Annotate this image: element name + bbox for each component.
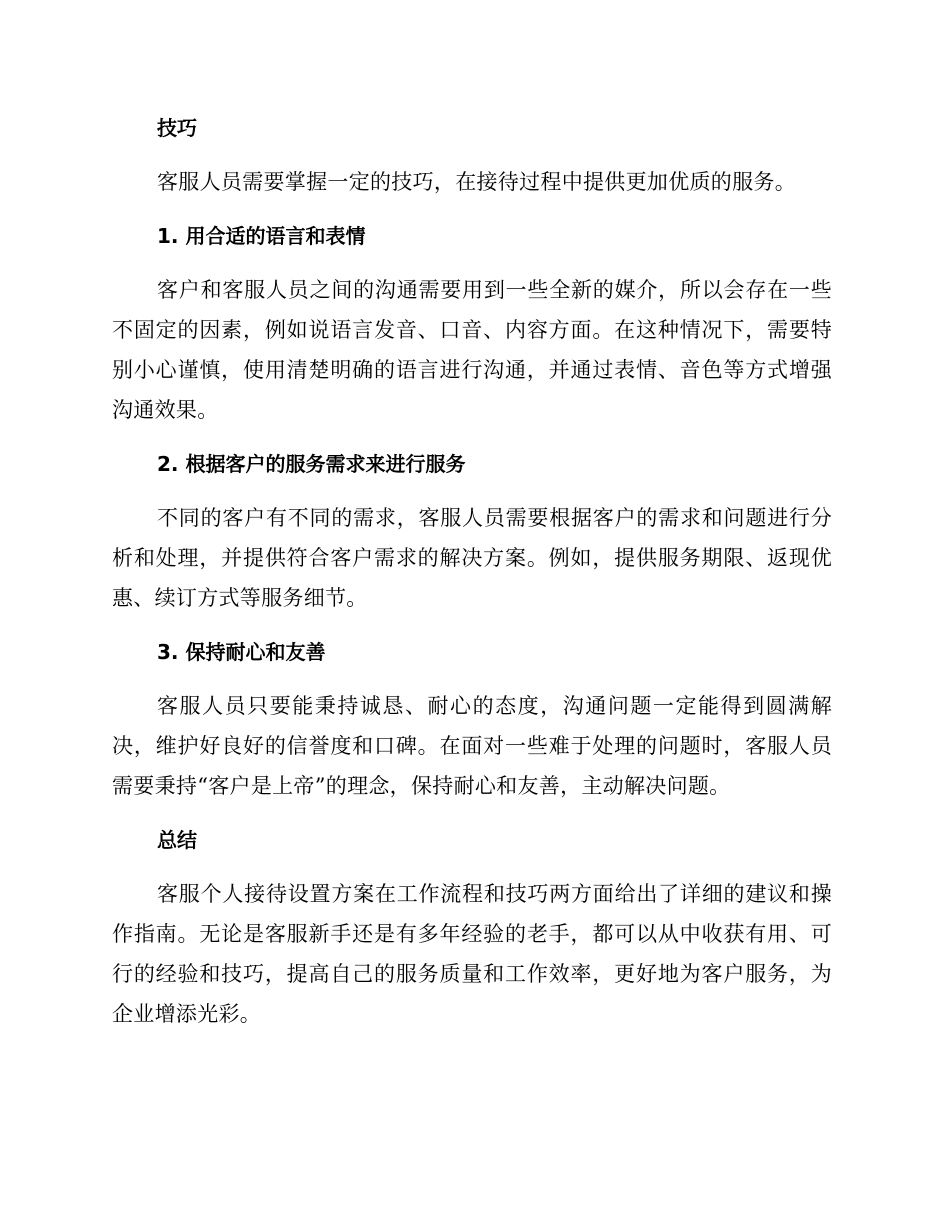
document-page: [112, 108, 832, 1034]
section-heading-skills: 技巧: [157, 116, 197, 140]
section-heading-summary: 总结: [157, 828, 197, 852]
section-heading-patience: 3. 保持耐心和友善: [157, 640, 326, 664]
section-paragraph-skills: 客服人员需要掌握一定的技巧，在接待过程中提供更加优质的服务。: [157, 170, 796, 194]
section-heading-language: 1. 用合适的语言和表情: [157, 224, 366, 248]
section-paragraph-patience: 客服人员只要能秉持诚恳、耐心的态度，沟通问题一定能得到圆满解决，维护好良好的信誉度和口碑。在面对一些难于处理的问题时，客服人员需要秉持“客户是上帝”的理念，保持耐心和友善，主动解决问题。: [112, 694, 832, 798]
section-paragraph-summary: 客服个人接待设置方案在工作流程和技巧两方面给出了详细的建议和操作指南。无论是客服新手还是有多年经验的老手，都可以从中收获有用、可行的经验和技巧，提高自己的服务质量和工作效率，更好地为客户服务，为企业增添光彩。: [112, 882, 832, 1026]
section-paragraph-language: 客户和客服人员之间的沟通需要用到一些全新的媒介，所以会存在一些不固定的因素，例如说语言发音、口音、内容方面。在这种情况下，需要特别小心谨慎，使用清楚明确的语言进行沟通，并通过表情、音色等方式增强沟通效果。: [112, 278, 832, 422]
section-heading-needs: 2. 根据客户的服务需求来进行服务: [157, 452, 466, 476]
section-paragraph-needs: 不同的客户有不同的需求，客服人员需要根据客户的需求和问题进行分析和处理，并提供符合客户需求的解决方案。例如，提供服务期限、返现优惠、续订方式等服务细节。: [112, 506, 832, 610]
